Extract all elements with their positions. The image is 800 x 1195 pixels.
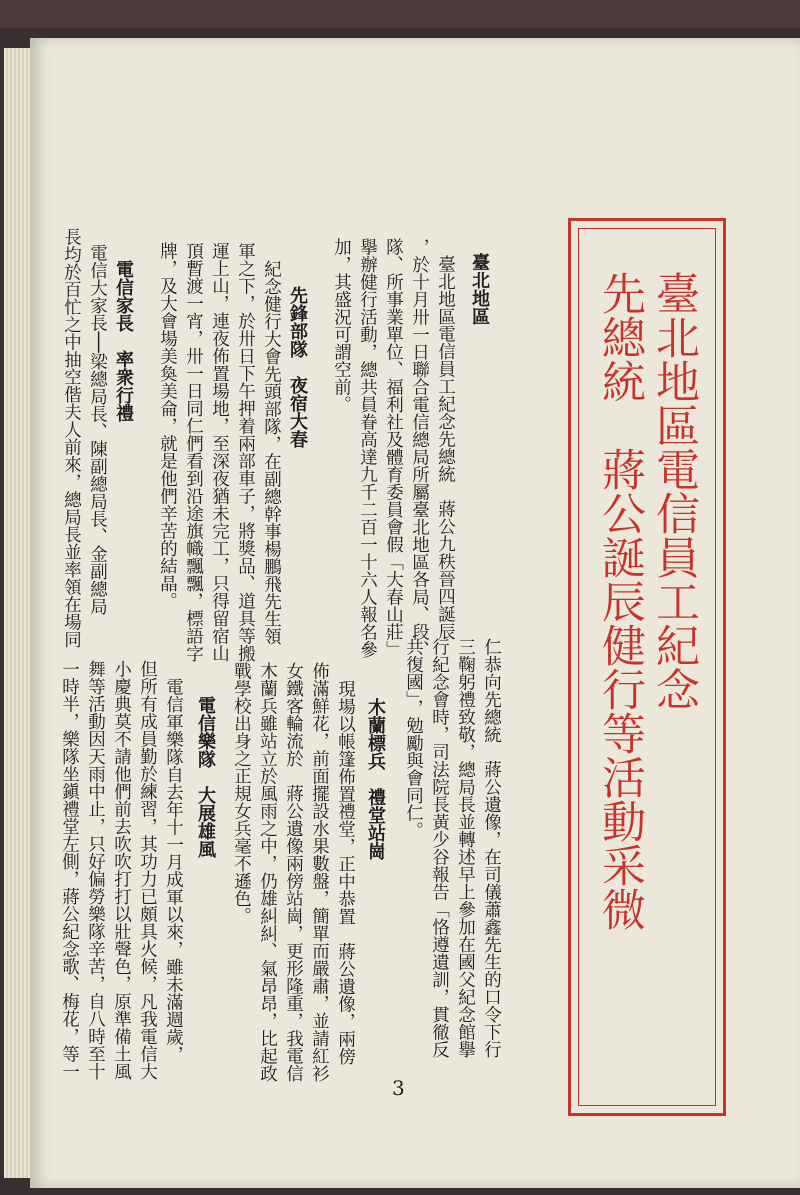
sub4-heading: 電信樂隊 大展雄風 [195, 696, 216, 858]
sub1-line-2: 軍之下，於卅日下午押着兩部車子，將獎品、道具等搬 [235, 242, 256, 662]
sub3-line-1: 現場以帳篷佈置禮堂，正中恭置 蔣公遺像，兩傍 [335, 680, 356, 1065]
sub3-line-4: 木蘭兵雖站立於風雨之中，仍雄糾糾、氣昂昂，比起政 [257, 662, 278, 1082]
sub1-heading: 先鋒部隊 夜宿大春 [287, 286, 308, 448]
sub2-line-2: 長均於百忙之中抽空偕夫人前來，總局長並率領在場同 [61, 228, 82, 648]
title-frame [568, 218, 726, 1116]
sub4-line-1: 電信軍樂隊自去年十一月成軍以來，雖未滿週歲， [163, 678, 184, 1063]
sub1-line-1: 紀念健行大會先頭部隊，在副總幹事楊鵬飛先生領 [261, 260, 282, 645]
cont-line-2: 三鞠躬禮致敬，總局長並轉述早上參加在國父紀念館擧 [455, 638, 476, 1058]
sub1-line-4: 頂暫渡一宵，卅一日同仁們看到沿途旗幟飄飄，標語字 [183, 242, 204, 662]
sub1-line-3: 運上山，連夜佈置場地，至深夜猶未完工，只得留宿山 [209, 242, 230, 662]
sub2-line-1: 電信大家長──梁總局長、陳副總局長、金副總局 [87, 244, 108, 616]
sub2-heading: 電信家長 率衆行禮 [113, 260, 134, 422]
upper-line-2: ，於十月卅一日聯合電信總局所屬臺北地區各局、段、 [409, 238, 430, 658]
section-heading: 臺北地區 [469, 253, 490, 325]
page-number: 3 [392, 1076, 405, 1100]
sub3-line-3: 女鐵客輪流於 蔣公遺像兩傍站崗，更形隆重，我電信 [283, 662, 304, 1082]
cont-line-1: 仁恭向先總統 蔣公遺像，在司儀蕭鑫先生的口令下行 [481, 638, 502, 1058]
book-page [30, 38, 800, 1188]
sub1-line-5: 牌，及大會場美奐美侖，就是他們辛苦的結晶。 [157, 242, 178, 610]
upper-line-3: 隊、所事業單位、福利社及體育委員會假「大春山莊」 [383, 238, 404, 658]
upper-line-5: 加，其盛況可謂空前。 [331, 238, 352, 413]
cont-line-4: 共復國」，勉勵與會同仁。 [403, 638, 424, 840]
upper-line-1: 臺北地區電信員工紀念先總統 蔣公九秩晉四誕辰 [435, 255, 456, 640]
sub3-heading: 木蘭標兵 禮堂站崗 [365, 698, 386, 860]
title-line-1: 臺北地區電信員工紀念 [648, 271, 699, 711]
cont-line-3: 行紀念會時，司法院長黃少谷報告「恪遵遺訓，貫徹反 [429, 638, 450, 1058]
upper-line-4: 擧辦健行活動，總共員眷高達九千二百一十六人報名參 [357, 238, 378, 658]
sub3-line-5: 戰學校出身之正規女兵毫不遜色。 [231, 662, 252, 925]
sub3-line-2: 佈滿鮮花，前面擺設水果數盤，簡單而嚴肅，並請紅衫 [309, 662, 330, 1082]
sub4-line-3: 小慶典莫不請他們前去吹吹打打以壯聲色，原準備土風 [111, 660, 132, 1080]
sub4-line-2: 但所有成員勤於練習，其功力已頗具火候，凡我電信大 [137, 660, 158, 1080]
sub4-line-5: 一時半，樂隊坐鎭禮堂左側，蔣公紀念歌、梅花，等一 [59, 660, 80, 1080]
title-line-2: 先總統 蔣公誕辰健行等活動采微 [594, 271, 645, 931]
sub4-line-4: 舞等活動因天雨中止，只好偏勞樂隊辛苦，自八時至十 [85, 660, 106, 1080]
